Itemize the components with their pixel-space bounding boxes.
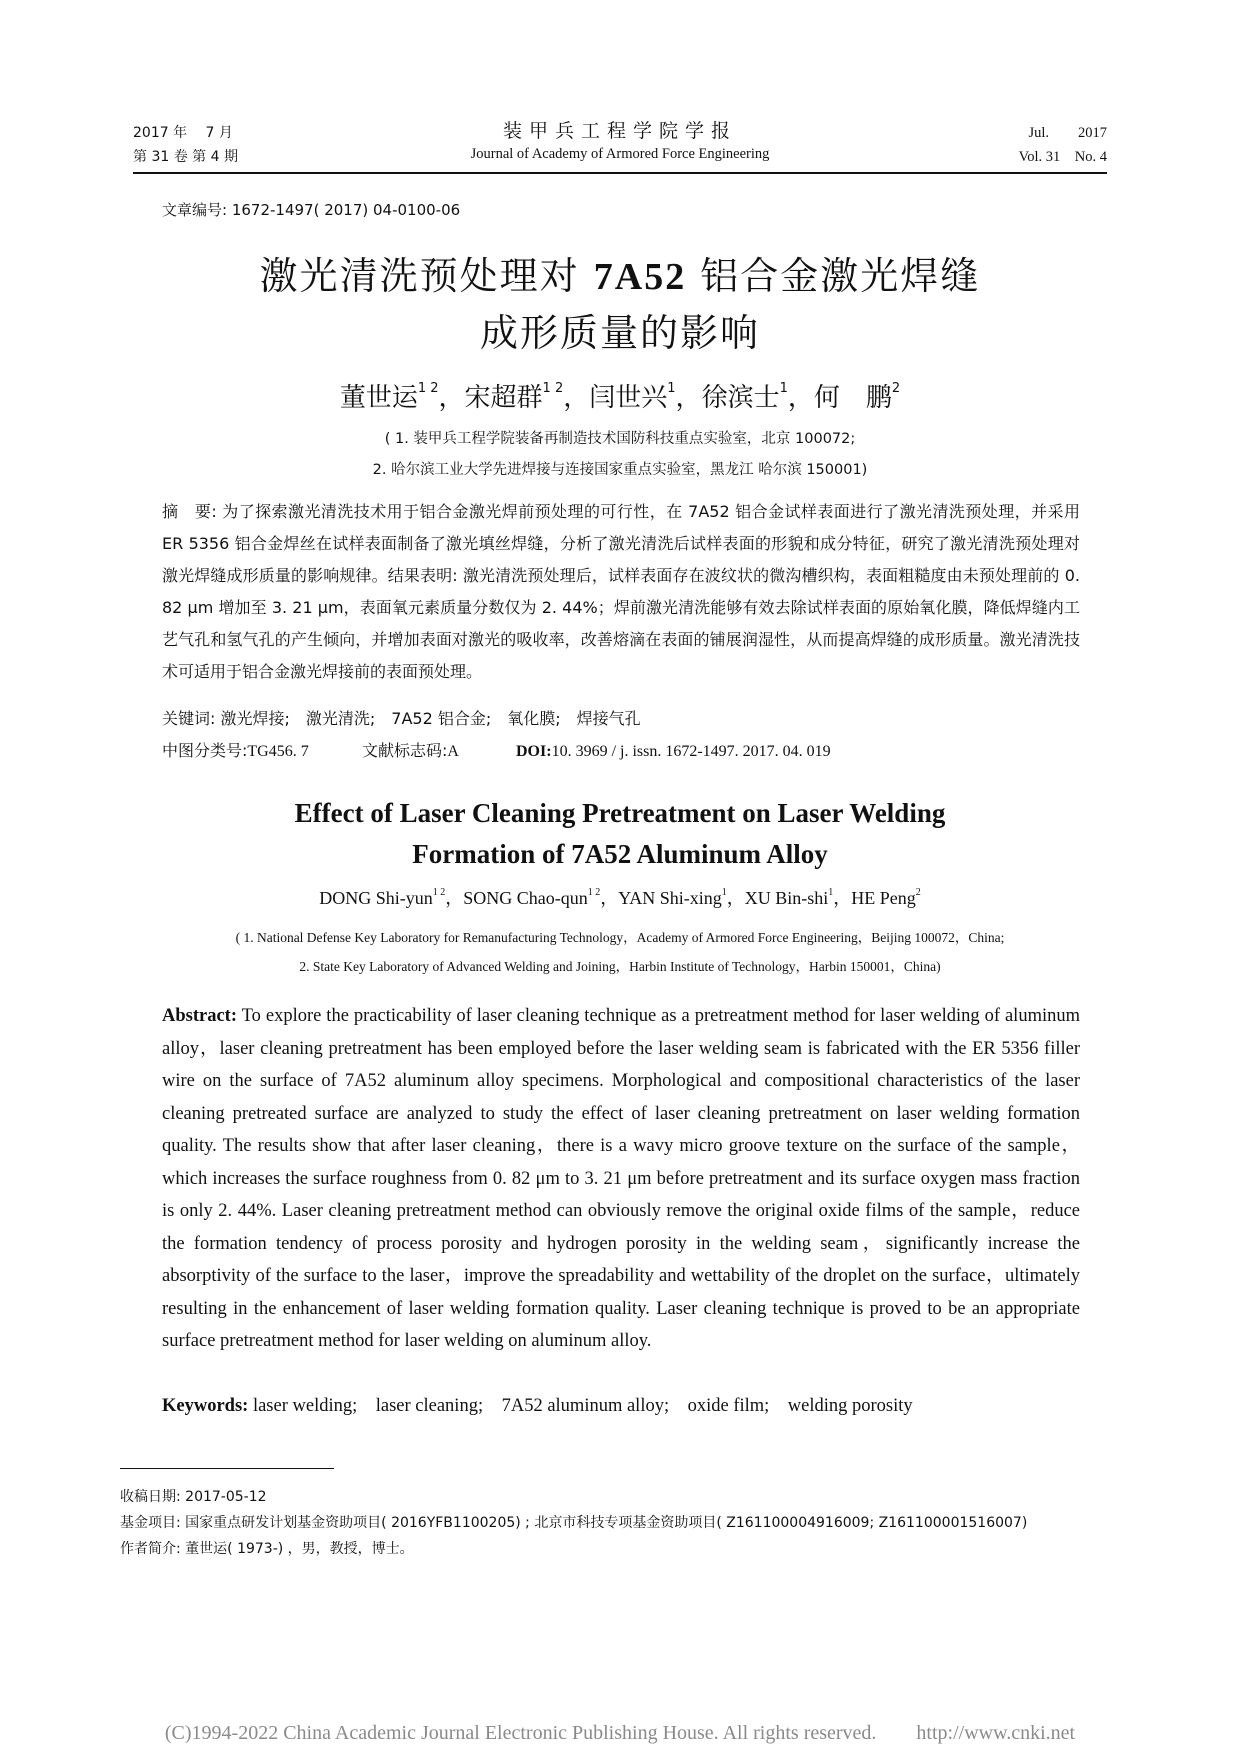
abstract-cn-text: 为了探索激光清洗技术用于铝合金激光焊前预处理的可行性，在 7A52 铝合金试样表面进行了激光清洗预处理，并采用 ER 5356 铝合金焊丝在试样表面制备了激光填丝焊缝，分析了激光清洗后试样表面的形貌和成分特征，研究了激光清洗预处理对激光焊缝成形质量的影响规律。结果表明: 激光清洗预处理后，试样表面存在波纹状的微沟槽织构，表面粗糙度由未预处理前的 0. 82 μm 增加至 3. 21 μm，表面氧元素质量分数仅为 2. 44%；焊前激光清洗能够有效去除试样表面的原始氧化膜，降低焊缝内工艺气孔和氢气孔的产生倾向，并增加表面对激光的吸收率，改善熔滴在表面的铺展润湿性，从而提高焊缝的成形质量。激光清洗技术可适用于铝合金激光焊接前的表面预处理。 bbox=[162, 502, 1080, 681]
doi: DOI:10. 3969 / j. issn. 1672-1497. 2017. 04. 019 bbox=[516, 743, 831, 760]
keywords-en bbox=[162, 1390, 1080, 1422]
abstract-en bbox=[162, 1000, 1080, 1358]
abstract-cn bbox=[162, 496, 1080, 688]
title-cn bbox=[0, 248, 1240, 361]
author-en: DONG Shi-yun bbox=[319, 888, 433, 908]
header-rule bbox=[133, 172, 1107, 174]
title-cn-line1: 激光清洗预处理对 7A52 铝合金激光焊缝 bbox=[259, 254, 981, 298]
footnote-rule bbox=[120, 1468, 334, 1469]
journal-volume-issue: 第 31 卷 第 4 期 bbox=[133, 149, 238, 165]
clc-number: 中图分类号:TG456. 7 bbox=[162, 741, 309, 760]
journal-title-cn: 装甲兵工程学院学报 bbox=[502, 120, 737, 142]
keywords-cn-text: 激光焊接; 激光清洗; 7A52 铝合金; 氧化膜; 焊接气孔 bbox=[215, 709, 641, 728]
affiliation-cn-1: ( 1. 装甲兵工程学院装备再制造技术国防科技重点实验室，北京 100072; bbox=[384, 431, 856, 447]
received-date: 收稿日期: 2017-05-12 bbox=[120, 1489, 267, 1505]
authors-cn: 董世运$^{1 2}$，宋超群$^{1 2}$，闫世兴$^1$，徐滨士$^1$，何 鹏$^2$ bbox=[339, 381, 901, 413]
authors-en: DONG Shi-yun$^{1 2}$，SONG Chao-qun$^{1 2}$，YAN Shi-xing$^1$，XU Bin-shi$^1$，HE Peng$^2$ bbox=[319, 887, 921, 908]
affiliation-cn-2: 2. 哈尔滨工业大学先进焊接与连接国家重点实验室，黑龙江 哈尔滨 150001) bbox=[372, 462, 868, 478]
author-en: XU Bin-shi bbox=[744, 888, 829, 908]
title-en bbox=[0, 793, 1240, 875]
affiliations-cn bbox=[0, 424, 1240, 486]
title-cn-line2: 成形质量的影响 bbox=[479, 311, 760, 355]
abstract-cn-label: 摘 要: bbox=[162, 502, 217, 521]
keywords-en-text: laser welding; laser cleaning; 7A52 aluminum alloy; oxide film; welding porosity bbox=[248, 1396, 913, 1416]
author-bio: 作者简介: 董世运( 1973-) ，男，教授，博士。 bbox=[120, 1541, 414, 1557]
copyright-watermark: (C)1994-2022 China Academic Journal Electronic Publishing House. All rights reserved. http://www.cnki.net bbox=[164, 1722, 1076, 1744]
journal-date: 2017 年 7 月 bbox=[133, 125, 233, 141]
journal-date-volume-en bbox=[1019, 121, 1107, 169]
author-cn: 宋超群 bbox=[464, 383, 543, 413]
affiliation-en-2: 2. State Key Laboratory of Advanced Welding and Joining，Harbin Institute of Technology，Harbin 150001，China) bbox=[299, 959, 941, 974]
journal-volume-issue-en: Vol. 31 No. 4 bbox=[1018, 149, 1107, 165]
abstract-en-label: Abstract: bbox=[162, 1006, 238, 1026]
title-en-line1: Effect of Laser Cleaning Pretreatment on Laser Welding bbox=[294, 798, 946, 828]
keywords-cn bbox=[162, 703, 1080, 735]
funding: 基金项目: 国家重点研发计划基金资助项目( 2016YFB1100205) ; 北京市科技专项基金资助项目( Z161100004916009; Z161100001516007) bbox=[120, 1515, 1028, 1531]
classification bbox=[162, 735, 1080, 768]
article-number: 文章编号: 1672-1497( 2017) 04-0100-06 bbox=[162, 201, 461, 219]
author-cn: 董世运 bbox=[339, 383, 418, 413]
keywords-cn-label: 关键词: bbox=[162, 709, 216, 728]
journal-date-en: Jul. 2017 bbox=[1028, 125, 1107, 141]
author-cn: 何 鹏 bbox=[813, 383, 892, 413]
author-en: SONG Chao-qun bbox=[463, 888, 588, 908]
author-cn: 闫世兴 bbox=[589, 383, 668, 413]
document-code: 文献标志码:A bbox=[362, 741, 459, 760]
affiliation-en-1: ( 1. National Defense Key Laboratory for Remanufacturing Technology，Academy of Armored Force Engineering，Beijing 100072，China; bbox=[235, 930, 1005, 945]
abstract-en-text: To explore the practicability of laser cleaning technique as a pretreatment method for laser welding of aluminum alloy，laser cleaning pretreatment has been employed before the laser welding seam is fabricated with the ER 5356 filler wire on the surface of 7A52 aluminum alloy specimens. Morphological and compositional characteristics of the laser cleaning pretreated surface are analyzed to study the effect of laser cleaning pretreatment on laser welding formation quality. The results show that after laser cleaning，there is a wavy micro groove texture on the surface of the sample，which increases the surface roughness from 0. 82 μm to 3. 21 μm before pretreatment and its surface oxygen mass fraction is only 2. 44%. Laser cleaning pretreatment method can obviously remove the original oxide films of the sample，reduce the formation tendency of process porosity and hydrogen porosity in the welding seam，significantly increase the absorptivity of the surface to the laser，improve the spreadability and wettability of the droplet on the surface，ultimately resulting in the enhancement of laser welding formation quality. Laser cleaning technique is proved to be an appropriate surface pretreatment method for laser welding on aluminum alloy. bbox=[162, 1006, 1080, 1351]
author-cn: 徐滨士 bbox=[701, 383, 780, 413]
journal-title-en: Journal of Academy of Armored Force Engineering bbox=[470, 146, 770, 162]
footnotes bbox=[120, 1484, 1120, 1562]
title-en-line2: Formation of 7A52 Aluminum Alloy bbox=[412, 839, 828, 869]
author-en: YAN Shi-xing bbox=[618, 888, 722, 908]
keywords-en-label: Keywords: bbox=[162, 1396, 249, 1416]
author-en: HE Peng bbox=[851, 888, 916, 908]
affiliations-en bbox=[0, 923, 1240, 981]
